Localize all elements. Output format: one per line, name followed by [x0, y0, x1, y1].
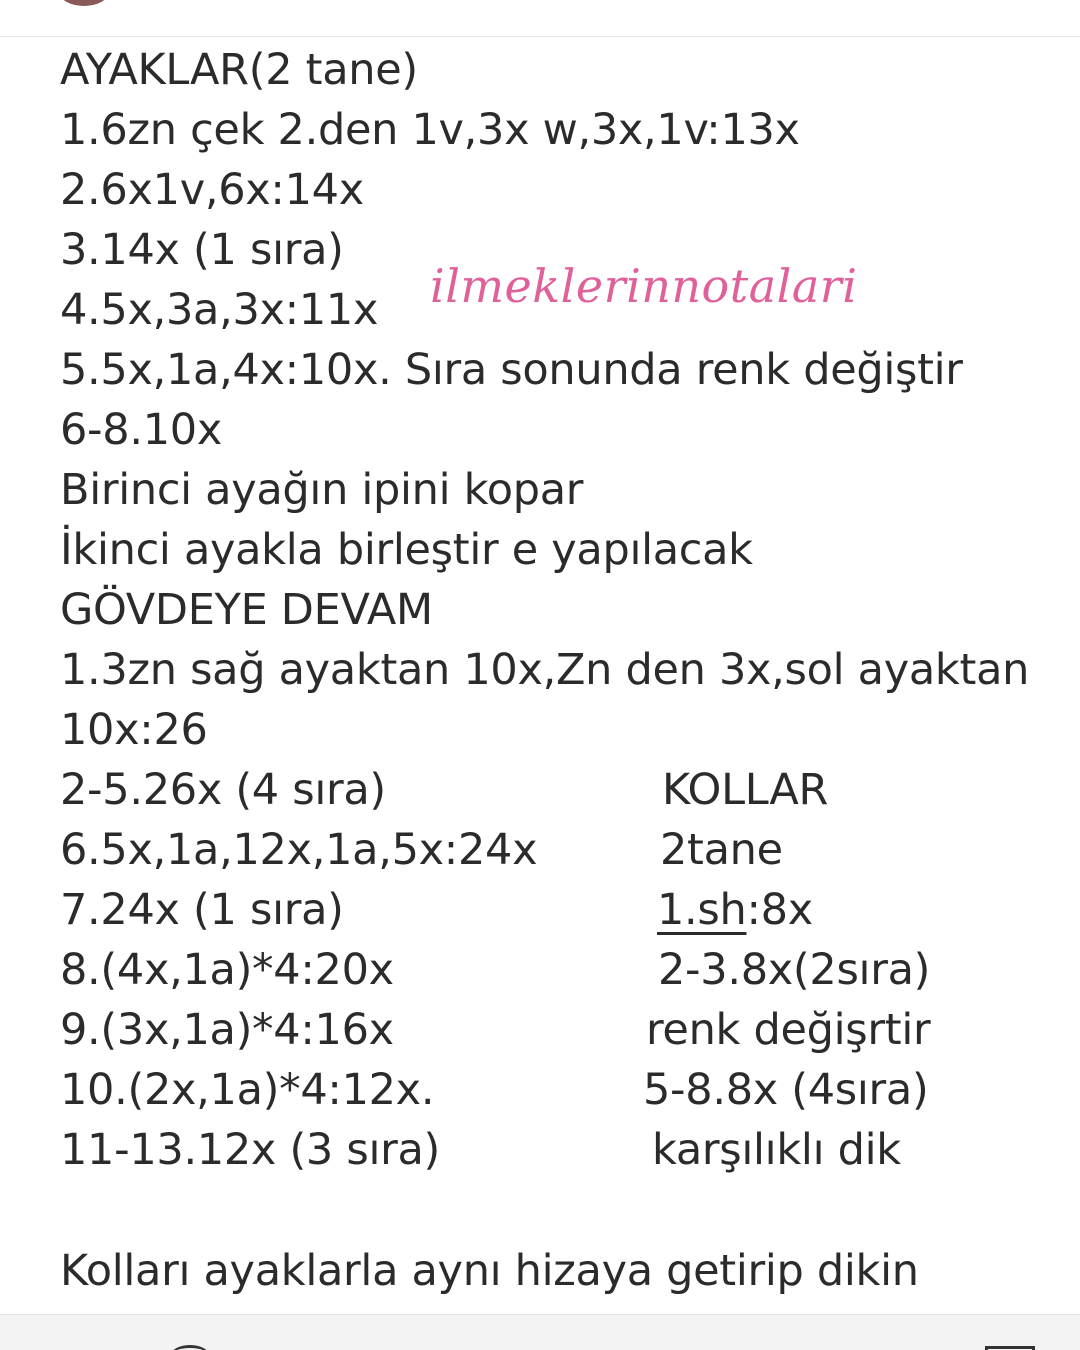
- watermark: ilmeklerinnotalari: [430, 259, 858, 313]
- pattern-row: 4.5x,3a,3x:11x: [60, 285, 379, 335]
- assembly-note: Kolları ayaklarla aynı hizaya getirip dikin: [60, 1246, 919, 1296]
- bookmark-icon[interactable]: [985, 1346, 1035, 1350]
- section-title-arms: KOLLAR: [662, 765, 829, 815]
- pattern-row: 8.(4x,1a)*4:20x: [60, 945, 394, 995]
- section-title-body: GÖVDEYE DEVAM: [60, 585, 433, 635]
- arms-row: 2-3.8x(2sıra): [658, 945, 931, 995]
- section-title-legs: AYAKLAR(2 tane): [60, 45, 418, 95]
- arms-row: 5-8.8x (4sıra): [643, 1065, 929, 1115]
- pattern-row: 2-5.26x (4 sıra): [60, 765, 386, 815]
- avatar[interactable]: [58, 0, 110, 6]
- pattern-row: 9.(3x,1a)*4:16x: [60, 1005, 394, 1055]
- pattern-row: 3.14x (1 sıra): [60, 225, 344, 275]
- arms-row: karşılıklı dik: [652, 1125, 901, 1175]
- like-icon[interactable]: [170, 1345, 210, 1350]
- top-bar: [0, 0, 1080, 37]
- bottom-bar: [0, 1314, 1080, 1350]
- pattern-row: 6.5x,1a,12x,1a,5x:24x: [60, 825, 538, 875]
- arms-row-rest: :8x: [746, 885, 813, 935]
- pattern-row: 2.6x1v,6x:14x: [60, 165, 364, 215]
- arms-row-underlined: 1.sh: [657, 885, 747, 935]
- arms-row: renk değişrtir: [646, 1005, 931, 1055]
- pattern-document: [0, 37, 1080, 1314]
- pattern-row: 6-8.10x: [60, 405, 222, 455]
- pattern-row: 10.(2x,1a)*4:12x.: [60, 1065, 435, 1115]
- pattern-row: Birinci ayağın ipini kopar: [60, 465, 584, 515]
- pattern-row: İkinci ayakla birleştir e yapılacak: [60, 525, 753, 575]
- pattern-row: 5.5x,1a,4x:10x. Sıra sonunda renk değiştir: [60, 345, 963, 395]
- pattern-row: 11-13.12x (3 sıra): [60, 1125, 441, 1175]
- pattern-row: 7.24x (1 sıra): [60, 885, 344, 935]
- pattern-row: 10x:26: [60, 705, 208, 755]
- arms-row: 2tane: [660, 825, 783, 875]
- arms-row: [657, 880, 813, 940]
- pattern-row: 1.6zn çek 2.den 1v,3x w,3x,1v:13x: [60, 105, 800, 155]
- pattern-row: 1.3zn sağ ayaktan 10x,Zn den 3x,sol ayaktan: [60, 645, 1030, 695]
